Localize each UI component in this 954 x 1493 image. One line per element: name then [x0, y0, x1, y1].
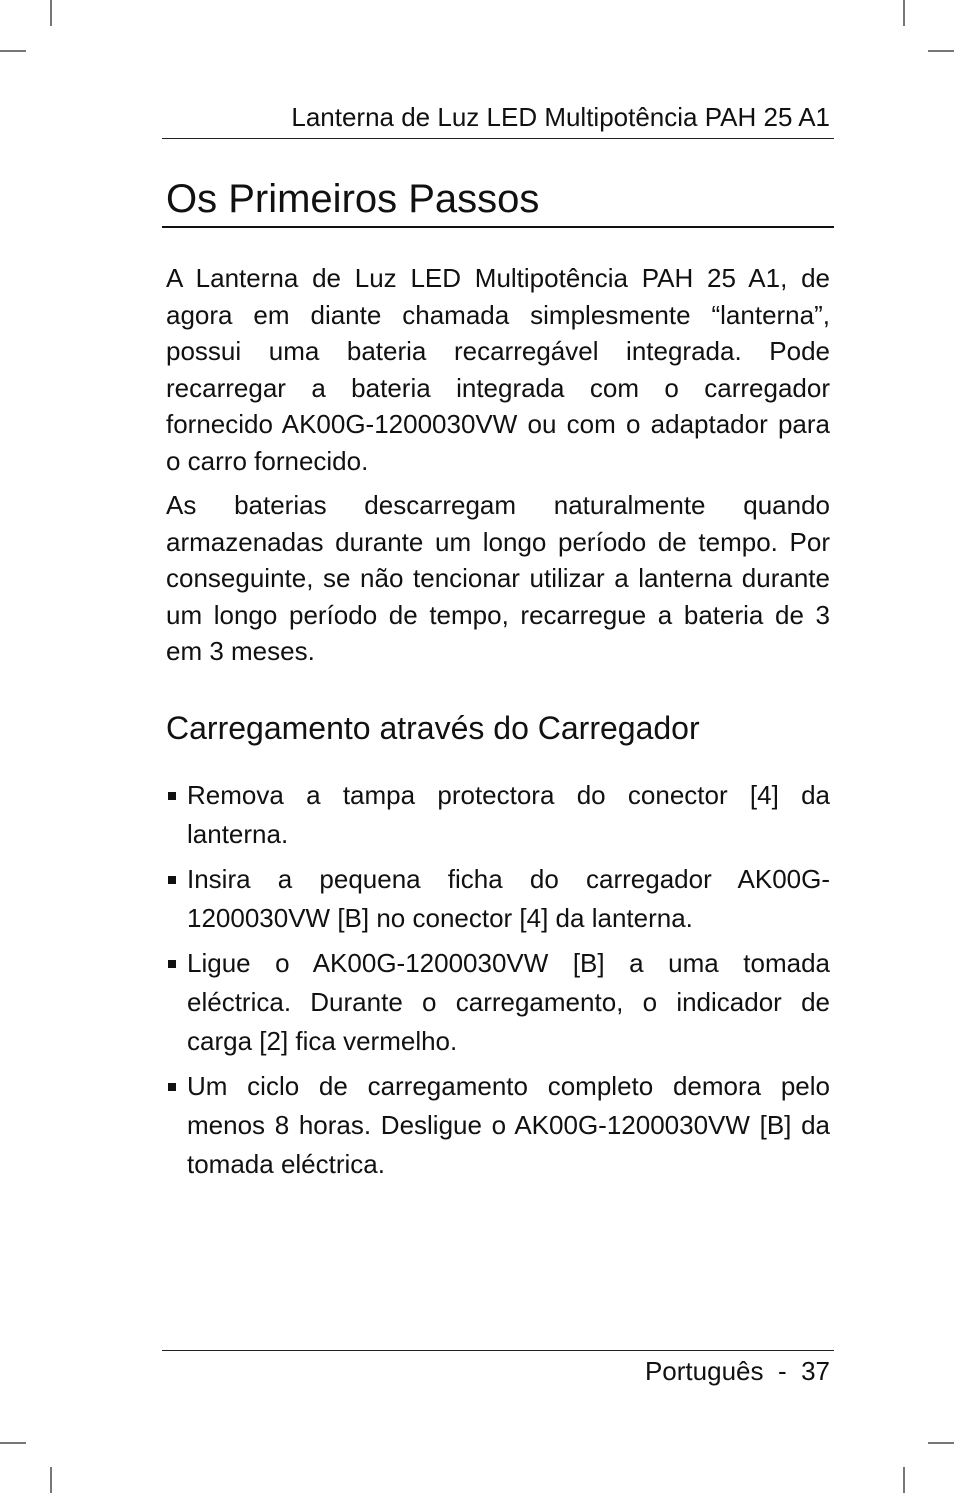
list-item: [166, 1067, 830, 1184]
list-item: [166, 776, 830, 854]
footer-separator: -: [777, 1356, 787, 1386]
charging-steps-list: [166, 776, 830, 1184]
list-item: [166, 860, 830, 938]
section-title: Os Primeiros Passos: [162, 174, 834, 228]
crop-mark: [928, 50, 954, 52]
step-text: Insira a pequena ficha do carregador AK00G-1200030VW [B] no conector [4] da lanterna.: [187, 863, 830, 933]
crop-mark: [903, 0, 905, 26]
square-bullet-icon: [168, 960, 176, 968]
product-title: Lanterna de Luz LED Multipotência PAH 25 A1: [291, 102, 830, 132]
intro-paragraph: A Lanterna de Luz LED Multipotência PAH 25 A1, de agora em diante chamada simplesmente “lanterna”, possui uma bateria recarregável integrada. Pode recarregar a bateria integrada com o carregador fornecido AK00G-1200030VW ou com o adaptador para o carro fornecido.: [166, 263, 830, 476]
crop-mark: [903, 1467, 905, 1493]
square-bullet-icon: [168, 792, 176, 800]
footer-language: Português: [644, 1356, 764, 1386]
crop-mark: [928, 1442, 954, 1444]
list-item: [166, 944, 830, 1061]
step-text: Remova a tampa protectora do conector [4] da lanterna.: [187, 779, 830, 849]
crop-mark: [50, 0, 52, 26]
page-footer: [162, 1350, 834, 1391]
subsection-title: Carregamento através do Carregador: [166, 709, 700, 746]
running-header: [162, 100, 834, 139]
battery-paragraph: As baterias descarregam naturalmente quando armazenadas durante um longo período de tempo. Por conseguinte, se não tencionar utilizar a lanterna durante um longo período de tempo, recarregue a bateria de 3 em 3 meses.: [166, 490, 830, 666]
crop-mark: [0, 50, 26, 52]
page-number: 37: [801, 1356, 830, 1386]
page-body: [166, 260, 830, 1190]
square-bullet-icon: [168, 876, 176, 884]
step-text: Ligue o AK00G-1200030VW [B] a uma tomada eléctrica. Durante o carregamento, o indicador de carga [2] fica vermelho.: [187, 947, 830, 1056]
step-text: Um ciclo de carregamento completo demora pelo menos 8 horas. Desligue o AK00G-1200030VW [B] da tomada eléctrica.: [187, 1070, 830, 1179]
square-bullet-icon: [168, 1083, 176, 1091]
crop-mark: [0, 1442, 26, 1444]
crop-mark: [50, 1467, 52, 1493]
